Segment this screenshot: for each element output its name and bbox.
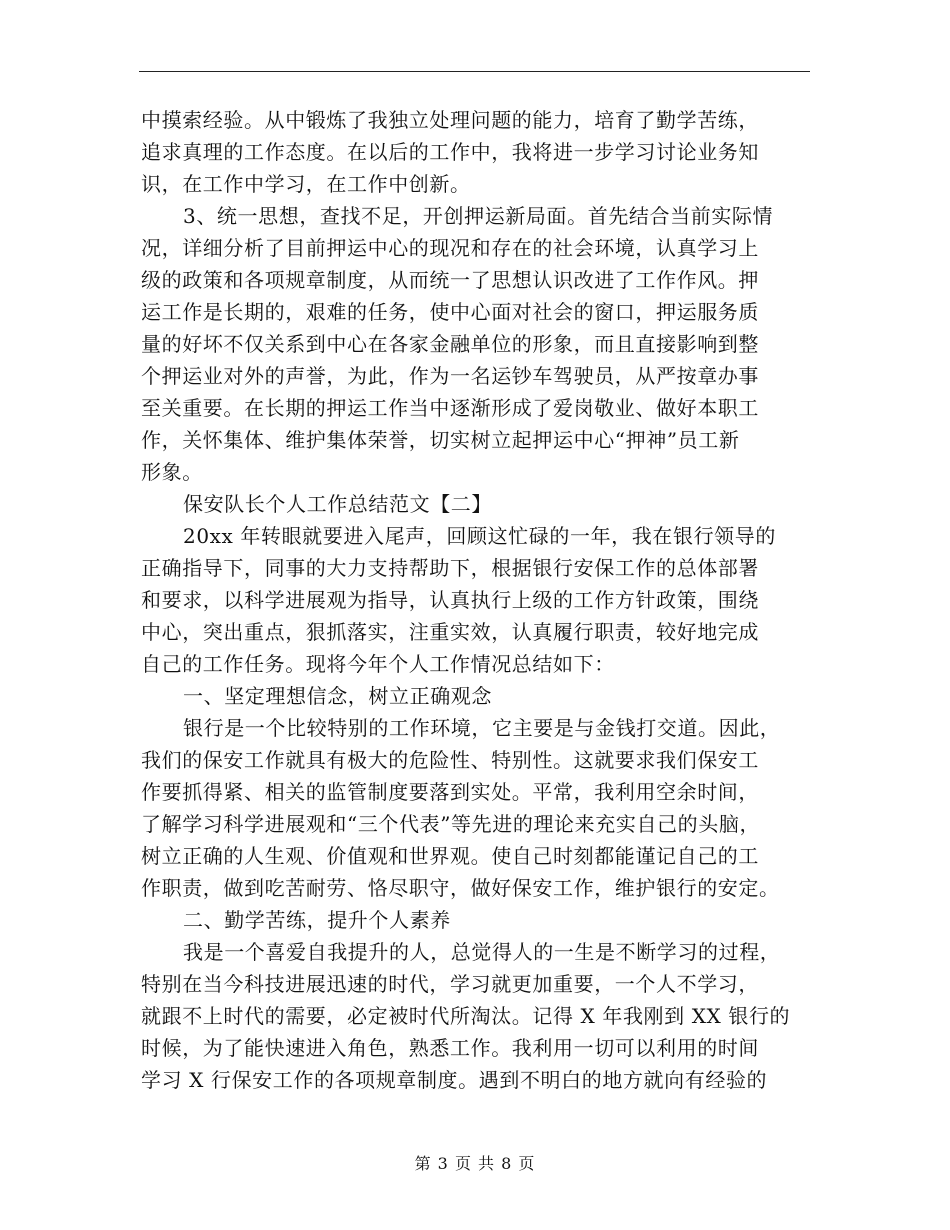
- page-footer: 第 3 页 共 8 页: [414, 1154, 536, 1173]
- text-line: 就跟不上时代的需要，必定被时代所淘汰。记得 X 年我刚到 XX 银行的: [141, 1004, 791, 1028]
- text-line: 正确指导下，同事的大力支持帮助下，根据银行安保工作的总体部署: [141, 556, 759, 580]
- text-line: 20xx 年转眼就要进入尾声，回顾这忙碌的一年，我在银行领导的: [183, 524, 776, 548]
- text-line: 个押运业对外的声誉，为此，作为一名运钞车驾驶员，从严按章办事: [141, 364, 759, 388]
- text-line: 运工作是长期的，艰难的任务，使中心面对社会的窗口，押运服务质: [141, 300, 759, 324]
- text-line: 保安队长个人工作总结范文【二】: [183, 492, 492, 516]
- text-line: 3、统一思想，查找不足，开创押运新局面。首先结合当前实际情: [183, 204, 774, 228]
- text-line: 追求真理的工作态度。在以后的工作中，我将进一步学习讨论业务知: [141, 140, 759, 164]
- text-line: 中摸索经验。从中锻炼了我独立处理问题的能力，培育了勤学苦练，: [141, 108, 759, 132]
- text-line: 二、勤学苦练，提升个人素养: [183, 908, 451, 932]
- header-divider: [139, 71, 810, 72]
- text-line: 树立正确的人生观、价值观和世界观。使自己时刻都能谨记自己的工: [141, 844, 759, 868]
- text-line: 量的好坏不仅关系到中心在各家金融单位的形象，而且直接影响到整: [141, 332, 759, 356]
- text-line: 时候，为了能快速进入角色，熟悉工作。我利用一切可以利用的时间: [141, 1036, 759, 1060]
- text-line: 和要求，以科学进展观为指导，认真执行上级的工作方针政策，围绕: [141, 588, 759, 612]
- document-body: [141, 104, 813, 1096]
- text-line: 中心，突出重点，狠抓落实，注重实效，认真履行职责，较好地完成: [141, 620, 759, 644]
- text-line: 银行是一个比较特别的工作环境，它主要是与金钱打交道。因此，: [183, 716, 781, 740]
- text-line: 况，详细分析了目前押运中心的现况和存在的社会环境，认真学习上: [141, 236, 759, 260]
- text-line: 作要抓得紧、相关的监管制度要落到实处。平常，我利用空余时间，: [141, 780, 759, 804]
- text-line: 作职责，做到吃苦耐劳、恪尽职守，做好保安工作，维护银行的安定。: [141, 876, 780, 900]
- text-line: 形象。: [141, 460, 203, 484]
- text-line: 学习 X 行保安工作的各项规章制度。遇到不明白的地方就向有经验的: [141, 1068, 768, 1092]
- text-line: 至关重要。在长期的押运工作当中逐渐形成了爱岗敬业、做好本职工: [141, 396, 759, 420]
- text-line: 识，在工作中学习，在工作中创新。: [141, 172, 471, 196]
- text-line: 级的政策和各项规章制度，从而统一了思想认识改进了工作作风。押: [141, 268, 759, 292]
- text-line: 作，关怀集体、维护集体荣誉，切实树立起押运中心“押神”员工新: [141, 428, 740, 452]
- text-line: 我是一个喜爱自我提升的人，总觉得人的一生是不断学习的过程，: [183, 940, 781, 964]
- text-line: 我们的保安工作就具有极大的危险性、特别性。这就要求我们保安工: [141, 748, 759, 772]
- text-line: 一、坚定理想信念，树立正确观念: [183, 684, 492, 708]
- text-line: 特别在当今科技进展迅速的时代，学习就更加重要，一个人不学习，: [141, 972, 759, 996]
- text-line: 自己的工作任务。现将今年个人工作情况总结如下：: [141, 652, 615, 676]
- text-line: 了解学习科学进展观和“三个代表”等先进的理论来充实自己的头脑，: [141, 812, 761, 836]
